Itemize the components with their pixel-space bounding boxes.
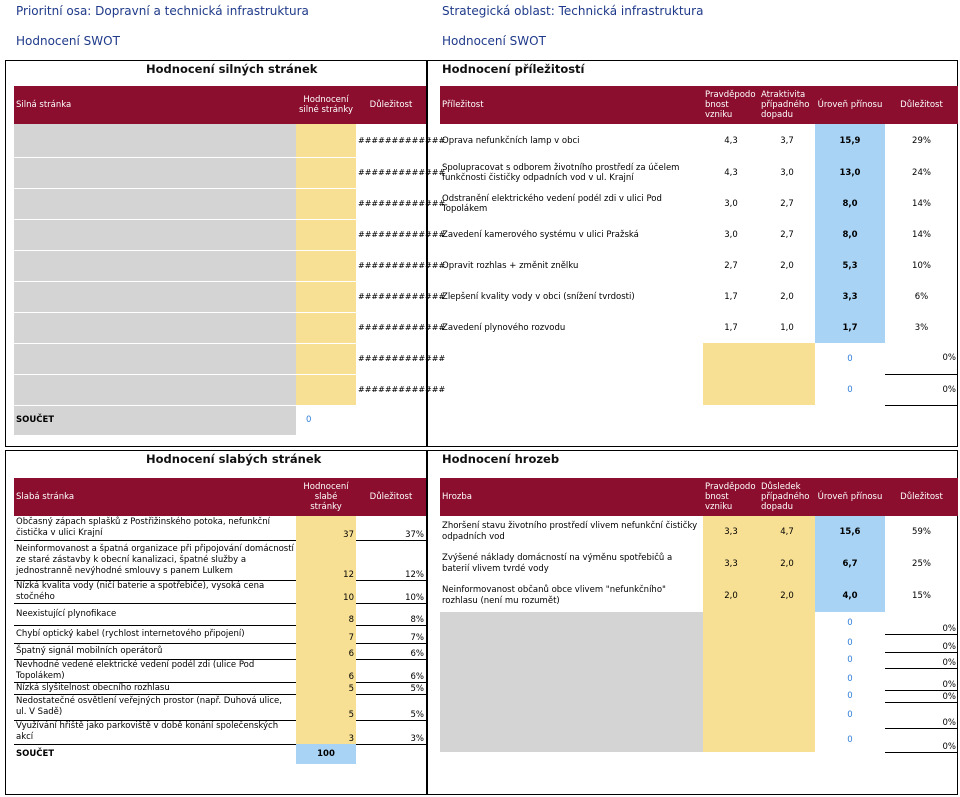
table-row [14,643,426,659]
probability-col-header: Pravděpodo bnost vzniku [703,86,759,124]
swot-label-right: Hodnocení SWOT [442,34,546,48]
opportunity-probability-cell[interactable]: 2,7 [724,260,738,271]
table-row [14,603,426,625]
threat-importance-cell[interactable]: 0% [885,612,958,634]
weaknesses-title: Hodnocení slabých stránek [146,452,322,466]
weakness-col-header: Slabá stránka [14,478,296,516]
table-row [14,516,426,540]
opportunity-name-cell[interactable]: Odstranění elektrického vedení podél zdi v ulici Pod Topolákem [442,193,662,214]
threat-probability-cell[interactable]: 2,0 [703,580,759,612]
threat-benefit-cell[interactable]: 0 [847,710,853,720]
threat-probability-cell[interactable] [703,728,759,752]
strength-score-cell[interactable] [296,219,356,250]
strength-name-cell[interactable] [14,188,296,219]
threat-importance-cell[interactable]: 25% [912,559,931,569]
strength-name-cell[interactable] [14,374,296,405]
opportunities-table [440,86,958,406]
opportunity-name-cell[interactable]: Zavedení plynového rozvodu [442,322,566,333]
threat-importance-cell[interactable]: 0% [885,702,958,728]
table-row [440,728,958,752]
opportunity-attractiveness-cell[interactable] [759,374,815,405]
threat-importance-cell[interactable]: 0% [885,690,958,702]
threat-name-cell[interactable]: Zvýšené náklady domácností na výměnu spotřebičů a baterií vlivem tvrdé vody [442,553,673,574]
table-row [14,625,426,643]
strengths-table [14,86,446,435]
opportunity-probability-cell[interactable]: 4,3 [724,135,738,146]
threat-name-cell[interactable] [440,652,703,668]
table-row [440,250,958,281]
table-row [440,548,958,580]
opportunity-attractiveness-cell[interactable]: 2,0 [780,291,794,302]
opportunity-benefit-cell[interactable]: 5,3 [815,250,885,281]
opportunity-probability-cell[interactable]: 3,0 [724,198,738,209]
opportunity-importance-cell[interactable]: 10% [912,260,931,271]
strength-importance-cell[interactable]: ############# [358,385,446,394]
strength-score-cell[interactable] [296,124,356,157]
weakness-score-col-header: Hodnocení slabé stránky [296,478,356,516]
weaknesses-sum-row [14,744,426,764]
opportunity-probability-cell[interactable]: 3,0 [724,229,738,240]
opportunity-probability-cell[interactable] [703,374,759,405]
opportunity-name-cell[interactable] [440,374,703,405]
threat-consequence-cell[interactable] [759,634,815,652]
strength-importance-cell[interactable]: ############# [358,199,446,208]
strength-score-col-header: Hodnocení silné stránky [296,86,356,124]
weakness-importance-cell[interactable]: 6% [356,659,426,682]
opportunities-header-row [440,86,958,124]
threat-consequence-cell[interactable] [759,668,815,690]
threat-importance-cell[interactable]: 0% [885,668,958,690]
threat-consequence-cell[interactable]: 4,7 [759,516,815,548]
weakness-importance-cell[interactable]: 3% [356,720,426,744]
strengths-sum-value: 0 [306,415,312,426]
table-row [14,580,426,603]
threats-title: Hodnocení hrozeb [442,452,560,466]
weakness-importance-cell[interactable]: 7% [356,625,426,643]
threat-importance-cell[interactable]: 59% [912,527,931,537]
weakness-importance-cell[interactable]: 37% [356,516,426,540]
strength-name-cell[interactable] [14,157,296,188]
strength-name-cell[interactable] [14,124,296,157]
table-row [14,540,426,580]
threat-name-cell[interactable] [440,668,703,690]
strength-score-cell[interactable] [296,312,356,343]
threat-name-cell[interactable] [440,702,703,728]
table-row [14,659,426,682]
threat-consequence-cell[interactable] [759,702,815,728]
opportunity-benefit-cell[interactable]: 13,0 [815,157,885,188]
threat-consequence-cell[interactable] [759,652,815,668]
threat-benefit-cell[interactable]: 6,7 [815,548,885,580]
weakness-name-cell[interactable]: Občasný zápach splašků z Postřižinského potoka, nefunkční čistička v ulici Krajní [14,516,296,540]
opportunity-benefit-cell[interactable]: 15,9 [815,124,885,157]
threat-probability-cell[interactable] [703,612,759,634]
opportunity-attractiveness-cell[interactable]: 3,0 [780,167,794,178]
weakness-score-cell[interactable]: 12 [296,540,356,580]
strength-name-cell[interactable] [14,343,296,374]
threat-consequence-cell[interactable]: 2,0 [759,580,815,612]
table-row [440,516,958,548]
opportunity-benefit-cell[interactable]: 3,3 [815,281,885,312]
strength-importance-cell[interactable]: ############# [358,168,446,177]
opportunity-name-cell[interactable]: Spolupracovat s odborem životního prostředí za účelem funkčnosti čističky odpadních vod v ul. Krajní [442,162,680,183]
table-row [14,157,426,188]
threat-name-cell[interactable] [440,728,703,752]
table-row [440,374,958,405]
threat-benefit-cell[interactable]: 0 [847,735,853,745]
table-row [14,694,426,720]
threat-consequence-cell[interactable] [759,690,815,702]
threat-probability-cell[interactable] [703,702,759,728]
table-row [440,612,958,634]
opportunity-name-cell[interactable]: Oprava nefunkčních lamp v obci [442,135,580,146]
attractiveness-col-header: Atraktivita případného dopadu [759,86,815,124]
strength-importance-cell[interactable]: ############# [358,292,446,301]
opportunity-importance-cell[interactable]: 0% [885,374,958,405]
table-row [14,188,426,219]
weaknesses-sum-value: 100 [296,744,356,764]
table-row [14,374,426,405]
table-row [440,281,958,312]
threat-name-cell[interactable]: Zhoršení stavu životního prostředí vlivem nefunkční čističky odpadních vod [442,521,698,542]
opportunity-benefit-cell[interactable]: 8,0 [815,188,885,219]
table-row [14,343,426,374]
strength-importance-cell[interactable]: ############# [358,323,446,332]
threat-consequence-cell[interactable]: 2,0 [759,548,815,580]
table-row [440,219,958,250]
opportunity-name-cell[interactable]: Opravit rozhlas + změnit znělku [442,260,579,271]
weakness-name-cell[interactable]: Neinformovanost a špatná organizace při připojování domácností ze staré zástavby k obecní kanalizaci, špatné služby a jednostranně nevýhodné smlouvy s panem Lulkem [14,540,296,580]
opportunity-benefit-cell[interactable]: 1,7 [815,312,885,343]
opportunity-attractiveness-cell[interactable]: 2,7 [780,198,794,209]
strength-name-cell[interactable] [14,312,296,343]
opportunity-importance-cell[interactable]: 3% [914,322,929,333]
strength-importance-cell[interactable]: ############# [358,136,446,145]
strength-score-cell[interactable] [296,250,356,281]
table-row [14,250,426,281]
weakness-score-cell[interactable]: 7 [296,625,356,643]
swot-label-left: Hodnocení SWOT [16,34,120,48]
weakness-name-cell[interactable]: Nízká kvalita vody (ničí baterie a spotřebiče), vysoká cena stočného [14,580,296,603]
opportunity-name-cell[interactable] [440,343,703,374]
threat-benefit-cell[interactable]: 0 [847,638,853,648]
opportunity-importance-cell[interactable]: 6% [914,291,929,302]
opportunity-benefit-cell[interactable]: 0 [847,384,853,395]
strengths-title: Hodnocení silných stránek [146,62,318,76]
weakness-score-cell[interactable]: 5 [296,694,356,720]
table-row [440,124,958,157]
strength-name-cell[interactable] [14,219,296,250]
threat-benefit-cell[interactable]: 0 [847,655,853,665]
weakness-name-cell[interactable]: Využívání hřiště jako parkoviště v době konání společenských akcí [14,720,296,744]
weakness-importance-cell[interactable]: 5% [356,682,426,694]
table-row [440,157,958,188]
opportunity-importance-cell[interactable]: 24% [912,167,931,178]
threat-benefit-col-header: Úroveň přínosu [815,478,885,516]
strength-score-cell[interactable] [296,374,356,405]
threat-probability-cell[interactable]: 3,3 [703,548,759,580]
threat-benefit-cell[interactable]: 0 [847,618,853,628]
threat-benefit-cell[interactable]: 0 [847,691,853,701]
weakness-score-cell[interactable]: 5 [296,682,356,694]
weakness-importance-col-header: Důležitost [356,478,426,516]
opportunity-importance-cell[interactable]: 14% [912,198,931,209]
strengths-sum-row [14,405,426,435]
priority-axis-label: Prioritní osa: Dopravní a technická infrastruktura [16,4,309,18]
opportunity-col-header: Příležitost [440,86,703,124]
threat-importance-cell[interactable]: 15% [912,591,931,601]
threat-benefit-cell[interactable]: 4,0 [815,580,885,612]
opportunity-importance-cell[interactable]: 14% [912,229,931,240]
threats-header-row [440,478,958,516]
opportunity-importance-cell[interactable]: 29% [912,135,931,146]
opportunity-probability-cell[interactable]: 1,7 [724,322,738,333]
threat-name-cell[interactable] [440,690,703,702]
opportunity-attractiveness-cell[interactable]: 1,0 [780,322,794,333]
opportunity-probability-cell[interactable]: 4,3 [724,167,738,178]
table-row [440,343,958,374]
strength-importance-col-header: Důležitost [356,86,426,124]
table-row [440,702,958,728]
threat-col-header: Hrozba [440,478,703,516]
weakness-name-cell[interactable]: Chybí optický kabel (rychlost internetového připojení) [14,625,296,643]
threat-name-cell[interactable] [440,612,703,634]
weakness-name-cell[interactable]: Neexistující plynofikace [14,603,296,625]
weaknesses-sum-label: SOUČET [16,749,55,760]
weaknesses-table [14,478,426,764]
strength-score-cell[interactable] [296,343,356,374]
table-row [14,219,426,250]
threat-probability-cell[interactable] [703,690,759,702]
weakness-score-cell[interactable]: 6 [296,643,356,659]
strength-importance-cell[interactable]: ############# [358,230,446,239]
threat-importance-cell[interactable]: 0% [885,652,958,668]
threat-name-cell[interactable] [440,634,703,652]
strength-importance-cell[interactable]: ############# [358,261,446,270]
opportunities-title: Hodnocení příležitostí [442,62,585,76]
threat-consequence-cell[interactable] [759,728,815,752]
threat-probability-cell[interactable] [703,668,759,690]
strength-score-cell[interactable] [296,281,356,312]
table-row [14,682,426,694]
strength-score-cell[interactable] [296,188,356,219]
weakness-importance-cell[interactable]: 6% [356,643,426,659]
threat-importance-col-header: Důležitost [885,478,958,516]
table-row [440,652,958,668]
threat-probability-cell[interactable] [703,634,759,652]
weakness-name-cell[interactable]: Nízká slyšitelnost obecního rozhlasu [14,682,296,694]
table-row [14,720,426,744]
threat-importance-cell[interactable]: 0% [885,728,958,752]
threat-benefit-cell[interactable]: 0 [847,674,853,684]
threat-consequence-cell[interactable] [759,612,815,634]
benefit-col-header: Úroveň přínosu [815,86,885,124]
opportunity-name-cell[interactable]: Zavedení kamerového systému v ulici Pražská [442,229,639,240]
table-row [14,281,426,312]
threats-table [440,478,958,753]
strength-importance-cell[interactable]: ############# [358,354,446,363]
threat-probability-cell[interactable] [703,652,759,668]
weakness-score-cell[interactable]: 10 [296,580,356,603]
table-row [14,312,426,343]
strength-col-header: Silná stránka [14,86,296,124]
threat-probability-col-header: Pravděpodo bnost vzniku [703,478,759,516]
strengths-sum-label: SOUČET [14,405,296,435]
table-row [14,124,426,157]
opportunity-name-cell[interactable]: Zlepšení kvality vody v obci (snížení tvrdosti) [442,291,635,302]
table-row [440,634,958,652]
opportunity-attractiveness-cell[interactable]: 2,7 [780,229,794,240]
strength-name-cell[interactable] [14,281,296,312]
weakness-importance-cell[interactable]: 10% [356,580,426,603]
weakness-name-cell[interactable]: Špatný signál mobilních operátorů [14,643,296,659]
threat-probability-cell[interactable]: 3,3 [703,516,759,548]
strength-name-cell[interactable] [14,250,296,281]
threat-benefit-cell[interactable]: 15,6 [815,516,885,548]
weakness-name-cell[interactable]: Nevhodné vedené elektrické vedení podél zdi (ulice Pod Topolákem) [14,659,296,682]
opportunity-attractiveness-cell[interactable]: 3,7 [780,135,794,146]
weakness-importance-cell[interactable]: 5% [356,694,426,720]
weakness-score-cell[interactable]: 37 [296,516,356,540]
opportunity-importance-cell[interactable]: 0% [885,343,958,374]
table-row [440,580,958,612]
weakness-name-cell[interactable]: Nedostatečné osvětlení veřejných prostor (např. Duhová ulice, ul. V Sadě) [14,694,296,720]
opportunity-probability-cell[interactable] [703,343,759,374]
opportunity-probability-cell[interactable]: 1,7 [724,291,738,302]
weaknesses-header-row [14,478,426,516]
threat-name-cell[interactable]: Neinformovanost občanů obce vlivem "nefunkčního" rozhlasu (není mu rozumět) [442,585,666,606]
weakness-score-cell[interactable]: 6 [296,659,356,682]
threat-importance-cell[interactable]: 0% [885,634,958,652]
strength-score-cell[interactable] [296,157,356,188]
opportunity-benefit-cell[interactable]: 0 [847,353,853,364]
weakness-score-cell[interactable]: 8 [296,603,356,625]
consequence-col-header: Důsledek případného dopadu [759,478,815,516]
strategic-area-label: Strategická oblast: Technická infrastruktura [442,4,704,18]
table-row [440,188,958,219]
weakness-score-cell[interactable]: 3 [296,720,356,744]
weakness-importance-cell[interactable]: 8% [356,603,426,625]
table-row [440,668,958,690]
table-row [440,312,958,343]
strengths-header-row [14,86,426,124]
weakness-importance-cell[interactable]: 12% [356,540,426,580]
opportunity-benefit-cell[interactable]: 8,0 [815,219,885,250]
opportunity-attractiveness-cell[interactable] [759,343,815,374]
table-row [440,690,958,702]
opportunity-attractiveness-cell[interactable]: 2,0 [780,260,794,271]
opp-importance-col-header: Důležitost [885,86,958,124]
